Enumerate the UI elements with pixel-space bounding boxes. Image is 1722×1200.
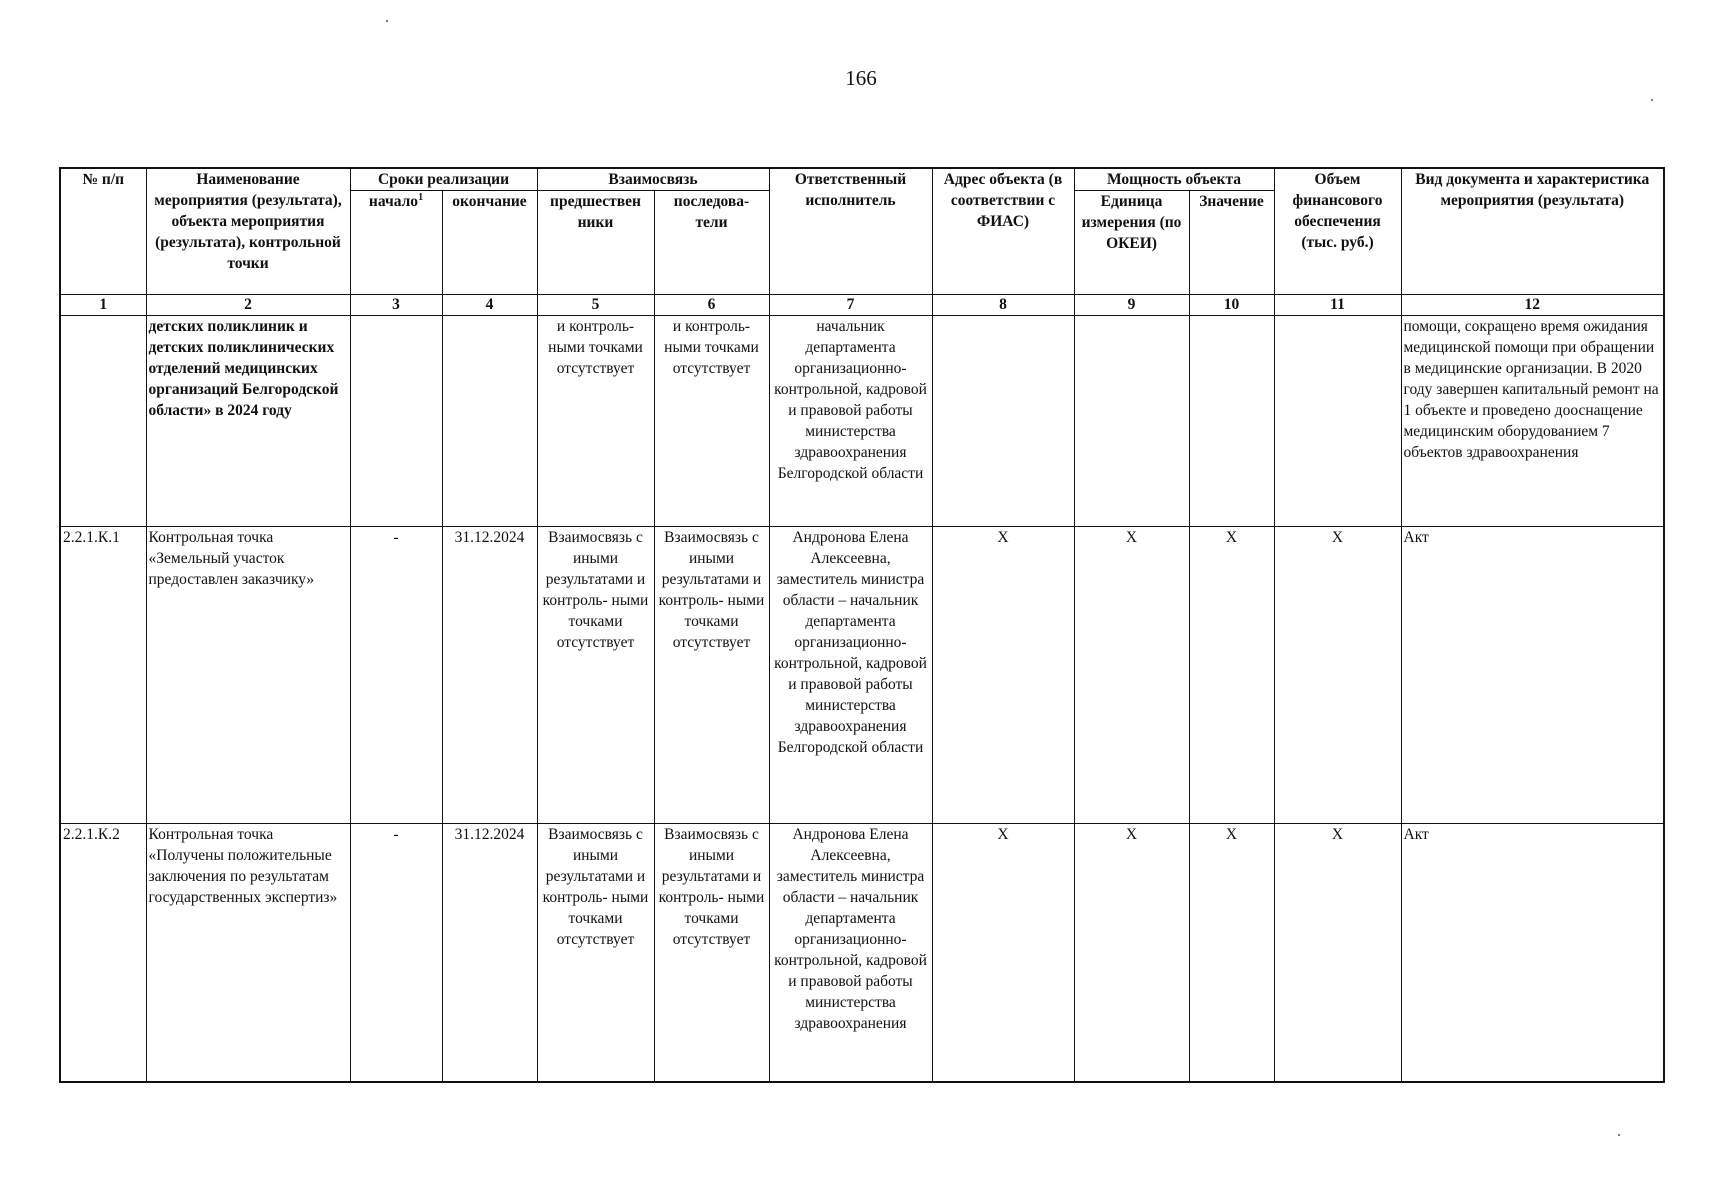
header-finance: Объем финансового обеспечения (тыс. руб.) (1274, 168, 1401, 295)
row-end: 31.12.2024 (442, 824, 537, 1082)
column-number: 10 (1189, 295, 1274, 316)
column-number: 4 (442, 295, 537, 316)
header-end: окончание (442, 191, 537, 295)
column-number: 3 (350, 295, 442, 316)
column-number: 7 (769, 295, 932, 316)
row-start: - (350, 527, 442, 824)
column-number: 1 (60, 295, 146, 316)
page-number: 166 (845, 66, 877, 90)
column-number: 6 (654, 295, 769, 316)
row-value: Х (1189, 824, 1274, 1082)
row-unit: Х (1074, 824, 1189, 1082)
scan-speck (1618, 1134, 1620, 1136)
row-finance: Х (1274, 824, 1401, 1082)
header-address: Адрес объекта (в соответствии с ФИАС) (932, 168, 1074, 295)
row-finance (1274, 316, 1401, 527)
row-predecessors: и контроль- ными точками отсутствует (537, 316, 654, 527)
plan-table (59, 167, 1665, 1083)
table-row (60, 316, 1664, 527)
row-address: Х (932, 527, 1074, 824)
row-start (350, 316, 442, 527)
header-responsible: Ответственный исполнитель (769, 168, 932, 295)
row-address: Х (932, 824, 1074, 1082)
row-doc: помощи, сокращено время ожидания медицинской помощи при обращении в медицинские организации. В 2020 году завершен капитальный ремонт на 1 объекте и проведено дооснащение медицинским оборудованием 7 объектов здравоохранения (1401, 316, 1664, 527)
header-unit: Единица измерения (по ОКЕИ) (1074, 191, 1189, 295)
header-start (350, 191, 442, 295)
column-number: 11 (1274, 295, 1401, 316)
header-capacity: Мощность объекта (1074, 168, 1274, 191)
header-doc: Вид документа и характеристика мероприятия (результата) (1401, 168, 1664, 295)
row-unit (1074, 316, 1189, 527)
row-unit: Х (1074, 527, 1189, 824)
header-predecessors: предшествен ники (537, 191, 654, 295)
column-number: 8 (932, 295, 1074, 316)
row-predecessors: Взаимосвязь с иными результатами и контроль- ными точками отсутствует (537, 527, 654, 824)
header-num: № п/п (60, 168, 146, 295)
header-terms: Сроки реализации (350, 168, 537, 191)
scan-speck (386, 20, 388, 22)
row-num: 2.2.1.К.1 (60, 527, 146, 824)
row-num (60, 316, 146, 527)
row-predecessors: Взаимосвязь с иными результатами и контроль- ными точками отсутствует (537, 824, 654, 1082)
footnote-marker: 1 (418, 191, 424, 203)
row-end: 31.12.2024 (442, 527, 537, 824)
row-value (1189, 316, 1274, 527)
scan-speck (1651, 99, 1653, 101)
column-number: 5 (537, 295, 654, 316)
row-address (932, 316, 1074, 527)
header-successors: последова- тели (654, 191, 769, 295)
row-doc: Акт (1401, 527, 1664, 824)
row-num: 2.2.1.К.2 (60, 824, 146, 1082)
column-number: 9 (1074, 295, 1189, 316)
row-successors: Взаимосвязь с иными результатами и контроль- ными точками отсутствует (654, 527, 769, 824)
row-name: Контрольная точка «Получены положительные заключения по результатам государственных экспертиз» (146, 824, 350, 1082)
column-number: 2 (146, 295, 350, 316)
row-responsible: начальник департамента организационно- контрольной, кадровой и правовой работы министерства здравоохранения Белгородской области (769, 316, 932, 527)
column-number: 12 (1401, 295, 1664, 316)
header-value: Значение (1189, 191, 1274, 295)
row-name: Контрольная точка «Земельный участок предоставлен заказчику» (146, 527, 350, 824)
row-responsible: Андронова Елена Алексеевна, заместитель министра области – начальник департамента организационно- контрольной, кадровой и правовой работы министерства здравоохранения Белгородской области (769, 527, 932, 824)
header-name: Наименование мероприятия (результата), объекта мероприятия (результата), контрольной точки (146, 168, 350, 295)
row-successors: Взаимосвязь с иными результатами и контроль- ными точками отсутствует (654, 824, 769, 1082)
row-doc: Акт (1401, 824, 1664, 1082)
header-relation: Взаимосвязь (537, 168, 769, 191)
header-start-label: начало (368, 193, 419, 210)
row-name: детских поликлиник и детских поликлинических отделений медицинских организаций Белгородской области» в 2024 году (146, 316, 350, 527)
row-start: - (350, 824, 442, 1082)
row-value: Х (1189, 527, 1274, 824)
row-finance: Х (1274, 527, 1401, 824)
table-row (60, 527, 1664, 824)
table-row (60, 824, 1664, 1082)
row-end (442, 316, 537, 527)
row-responsible: Андронова Елена Алексеевна, заместитель министра области – начальник департамента организационно- контрольной, кадровой и правовой работы министерства здравоохранения (769, 824, 932, 1082)
row-successors: и контроль- ными точками отсутствует (654, 316, 769, 527)
